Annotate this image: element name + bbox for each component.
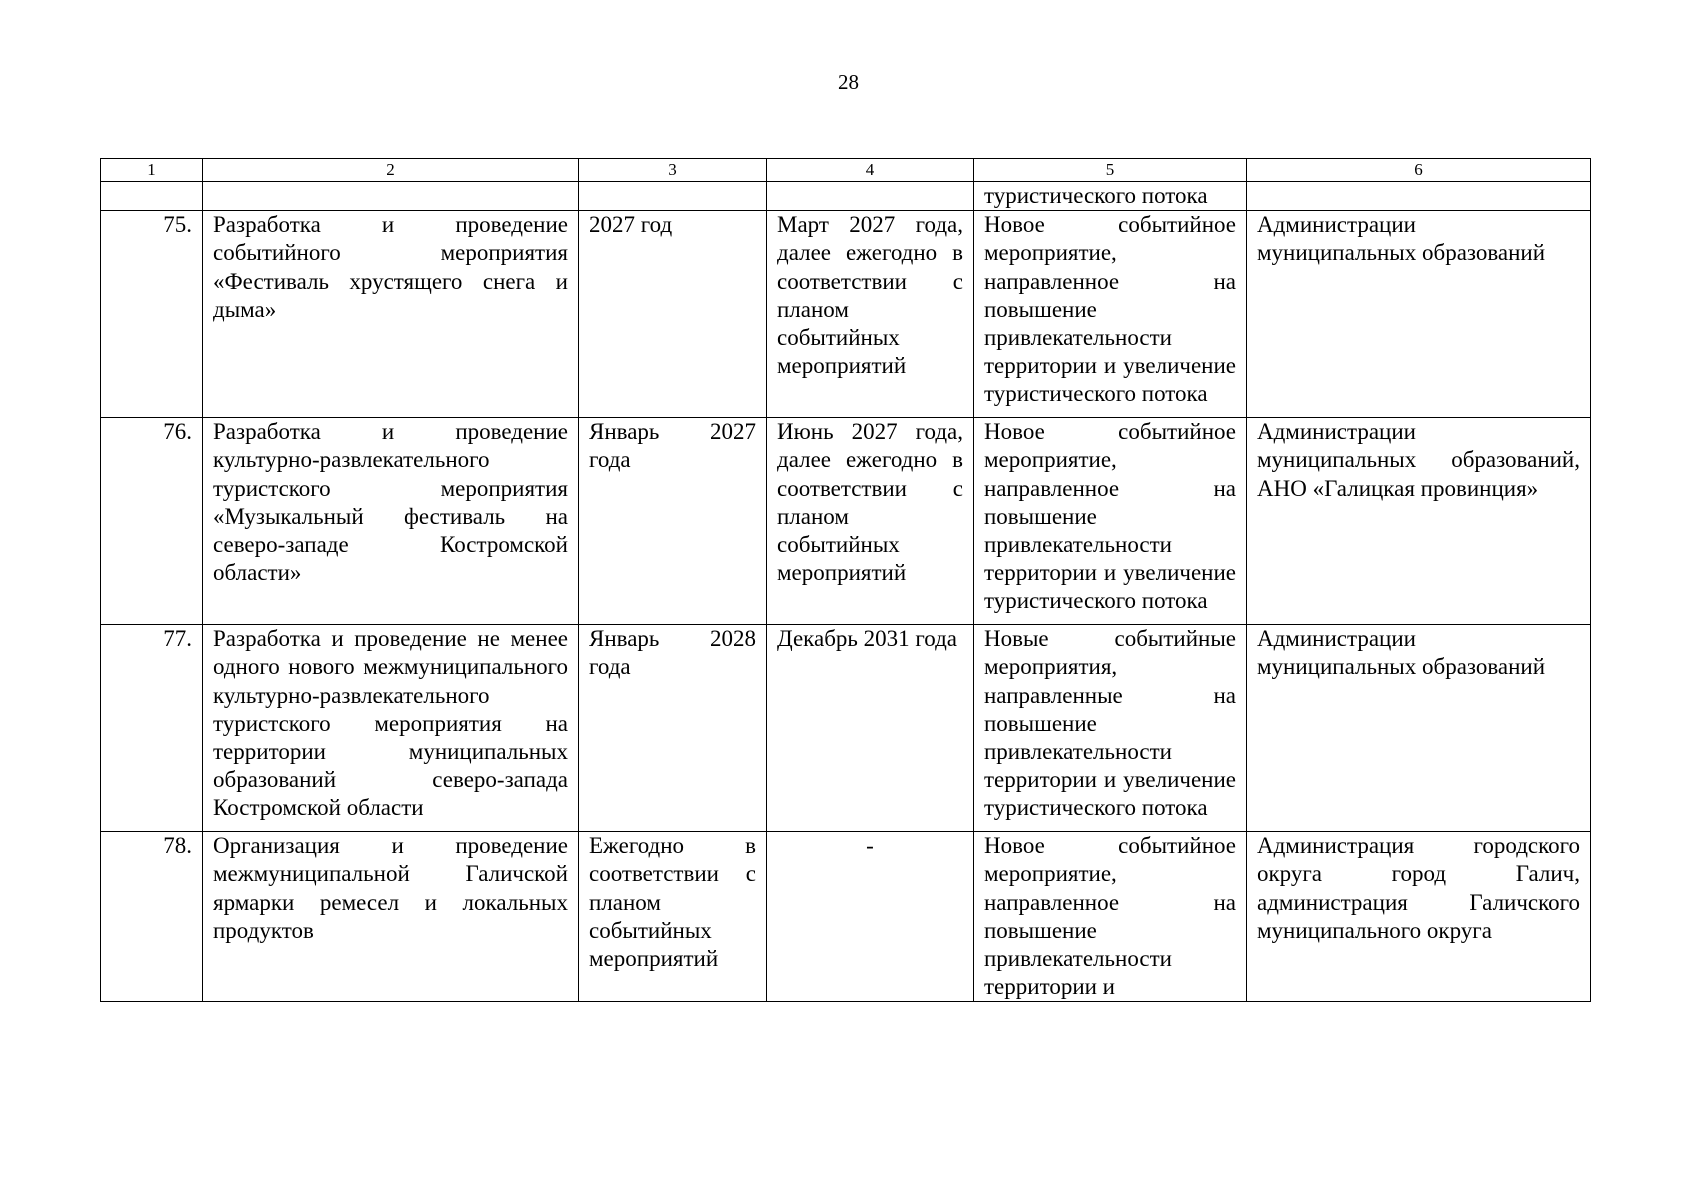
continuation-row [101,182,1591,211]
cell-num: 76. [101,418,203,625]
cell-end: Март 2027 года, далее ежегодно в соответствии с планом событийных мероприятий [767,211,974,418]
cell-responsible [1247,182,1591,211]
cell-num [101,182,203,211]
event-plan-table [100,158,1591,1002]
column-number: 3 [579,159,767,182]
cell-num: 77. [101,625,203,832]
table-row [101,832,1591,1002]
table-row [101,211,1591,418]
cell-event: Разработка и проведение культурно-развлекательного туристского мероприятия «Музыкальный фестиваль на северо-западе Костромской области» [203,418,579,625]
cell-event: Разработка и проведение не менее одного нового межмуниципального культурно-развлекательного туристского мероприятия на территории муниципальных образований северо-запада Костромской области [203,625,579,832]
cell-num: 78. [101,832,203,1002]
cell-start: Январь 2028 года [579,625,767,832]
column-number: 4 [767,159,974,182]
column-number: 1 [101,159,203,182]
column-number: 5 [974,159,1247,182]
cell-num: 75. [101,211,203,418]
cell-result: Новое событийное мероприятие, направленное на повышение привлекательности территории и увеличение туристического потока [974,211,1247,418]
cell-event [203,182,579,211]
cell-end: Июнь 2027 года, далее ежегодно в соответствии с планом событийных мероприятий [767,418,974,625]
cell-end: - [767,832,974,1002]
cell-start: 2027 год [579,211,767,418]
cell-responsible: Администрации муниципальных образований [1247,211,1591,418]
cell-result: Новые событийные мероприятия, направленные на повышение привлекательности территории и увеличение туристического потока [974,625,1247,832]
cell-result: Новое событийное мероприятие, направленное на повышение привлекательности территории и [974,832,1247,1002]
cell-result: туристического потока [974,182,1247,211]
page-number: 28 [838,70,859,94]
cell-responsible: Администрации муниципальных образований [1247,625,1591,832]
cell-responsible: Администрации муниципальных образований, АНО «Галицкая провинция» [1247,418,1591,625]
cell-start: Ежегодно в соответствии с планом событийных мероприятий [579,832,767,1002]
column-number-row [101,159,1591,182]
table-row [101,625,1591,832]
column-number: 6 [1247,159,1591,182]
cell-start [579,182,767,211]
column-number: 2 [203,159,579,182]
cell-end: Декабрь 2031 года [767,625,974,832]
cell-event: Организация и проведение межмуниципальной Галичской ярмарки ремесел и локальных продуктов [203,832,579,1002]
table-row [101,418,1591,625]
cell-start: Январь 2027 года [579,418,767,625]
cell-result: Новое событийное мероприятие, направленное на повышение привлекательности территории и увеличение туристического потока [974,418,1247,625]
cell-responsible: Администрация городского округа город Галич, администрация Галичского муниципального округа [1247,832,1591,1002]
cell-end [767,182,974,211]
cell-event: Разработка и проведение событийного мероприятия «Фестиваль хрустящего снега и дыма» [203,211,579,418]
